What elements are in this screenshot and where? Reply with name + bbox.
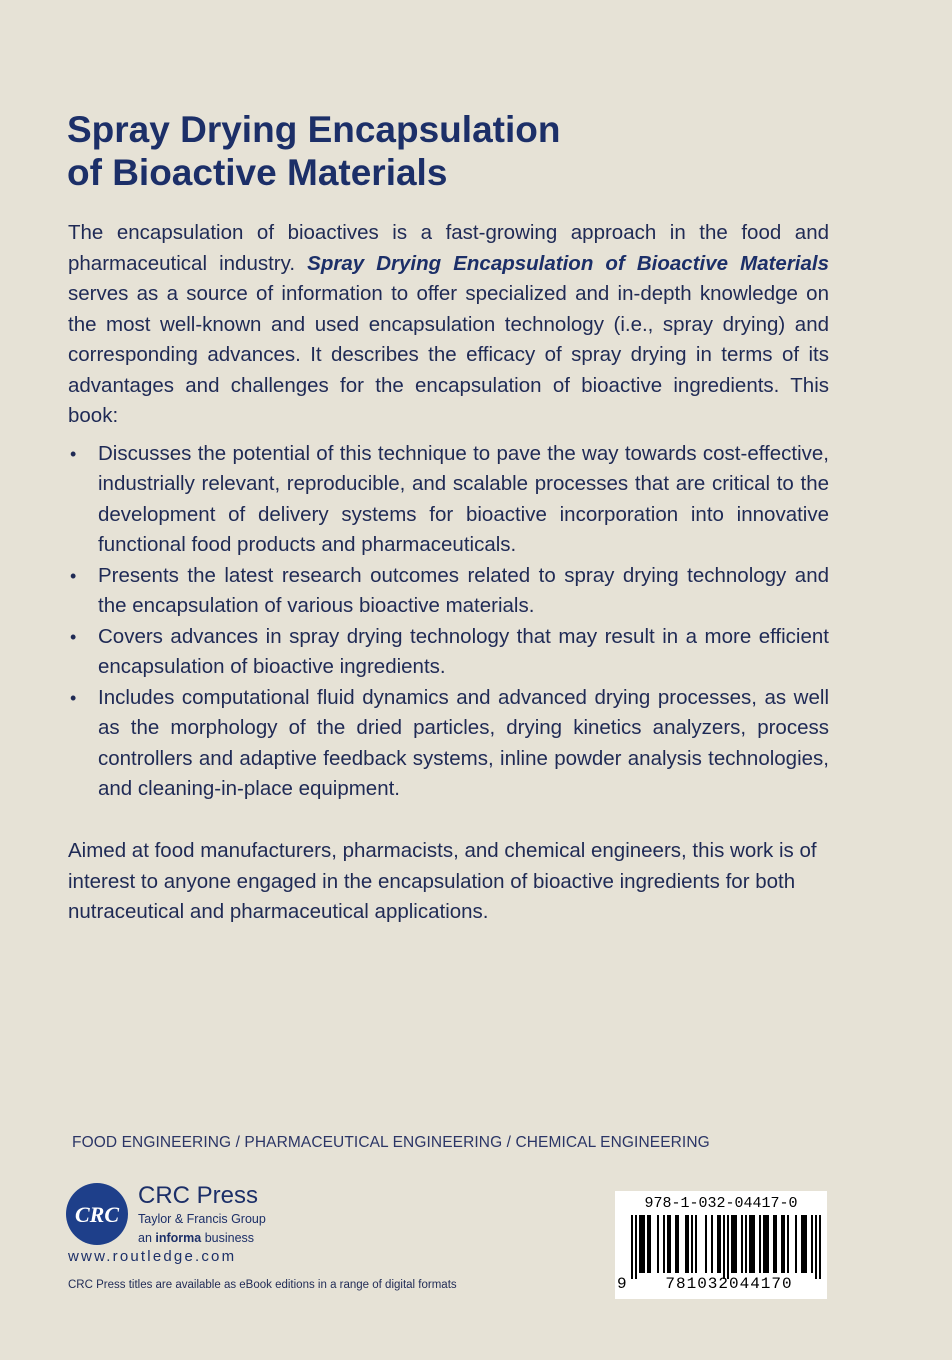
- barcode-bar: [685, 1215, 687, 1273]
- barcode-bar: [745, 1215, 747, 1273]
- isbn-barcode: [615, 1191, 827, 1299]
- barcode-bar: [803, 1215, 805, 1273]
- barcode-bar: [711, 1215, 713, 1273]
- barcode-bar: [819, 1215, 821, 1279]
- list-item-text: Covers advances in spray drying technology that may result in a more efficient encapsulation of bioactive ingredients.: [98, 624, 829, 678]
- publisher-name: CRC Press: [138, 1182, 259, 1209]
- barcode-bar: [753, 1215, 755, 1273]
- book-title: [67, 108, 827, 194]
- barcode-bar: [773, 1215, 775, 1273]
- barcode-bar: [675, 1215, 677, 1273]
- book-title-line-1: Spray Drying Encapsulation: [67, 109, 561, 150]
- barcode-bar: [763, 1215, 765, 1273]
- barcode-bar: [805, 1215, 807, 1273]
- barcode-bar: [801, 1215, 803, 1273]
- list-item-text: Includes computational fluid dynamics and advanced drying processes, as well as the morphology of the dried particles, drying kinetics analyzers, process controllers and adaptive feedback systems, inline powder analysis technologies, and cleaning-in-place equipment.: [98, 685, 829, 800]
- tagline-informa: informa: [155, 1231, 202, 1245]
- barcode-bar: [765, 1215, 767, 1273]
- publisher-group: Taylor & Francis Group: [138, 1212, 266, 1226]
- intro-text-end: serves as a source of information to offer specialized and in-depth knowledge on the most well-known and used encapsulation technology (i.e., spray drying) and corresponding advances. It describes the efficacy of spray drying in terms of its advantages and challenges for the encapsulation of bioactive ingredients. This book:: [68, 282, 829, 427]
- barcode-digits: 781032044170: [665, 1275, 793, 1293]
- barcode-bar: [649, 1215, 651, 1273]
- barcode-bar: [657, 1215, 659, 1273]
- barcode-bar: [749, 1215, 751, 1273]
- barcode-bar: [677, 1215, 679, 1273]
- barcode-bar: [641, 1215, 643, 1273]
- barcode-bar: [783, 1215, 785, 1273]
- bullet-icon: •: [70, 565, 77, 586]
- ebook-note: CRC Press titles are available as eBook editions in a range of digital formats: [68, 1279, 457, 1291]
- intro-text-start: The encapsulation of bioactives is a fast-growing approach in the food and pharmaceutical industry.: [68, 221, 829, 275]
- barcode-bar: [811, 1215, 813, 1273]
- barcode-bar: [669, 1215, 671, 1273]
- barcode-bar: [705, 1215, 707, 1273]
- barcode-bar: [635, 1215, 637, 1279]
- feature-list: [68, 439, 829, 805]
- barcode-bar: [691, 1215, 693, 1273]
- tagline-suffix: business: [201, 1231, 255, 1245]
- list-item: [68, 683, 829, 805]
- barcode-bar: [751, 1215, 753, 1273]
- barcode-bar: [667, 1215, 669, 1273]
- barcode-bars: [631, 1215, 821, 1279]
- barcode-bar: [719, 1215, 721, 1273]
- barcode-bar: [795, 1215, 797, 1273]
- tagline-prefix: an: [138, 1231, 156, 1245]
- barcode-bar: [631, 1215, 633, 1279]
- publisher-tagline: [138, 1231, 254, 1245]
- barcode-bar: [639, 1215, 641, 1273]
- list-item: [68, 561, 829, 622]
- list-item-text: Discusses the potential of this technique to pave the way towards cost-effective, industrially relevant, reproducible, and scalable processes that are critical to the development of delivery systems for bioactive incorporation into innovative functional food products and pharmaceuticals.: [98, 441, 829, 556]
- bullet-icon: •: [70, 443, 77, 464]
- list-item: [68, 439, 829, 561]
- barcode-bar: [787, 1215, 789, 1273]
- barcode-bar: [647, 1215, 649, 1273]
- isbn-number: 978-1-032-04417-0: [644, 1195, 798, 1212]
- barcode-bar: [717, 1215, 719, 1273]
- intro-paragraph: [68, 218, 829, 432]
- list-item-text: Presents the latest research outcomes related to spray drying technology and the encapsulation of various bioactive materials.: [98, 563, 829, 617]
- barcode-bar: [731, 1215, 733, 1273]
- barcode-bar: [687, 1215, 689, 1273]
- crc-press-logo: [66, 1183, 128, 1245]
- barcode-bar: [735, 1215, 737, 1273]
- description: [68, 218, 829, 805]
- closing-paragraph: Aimed at food manufacturers, pharmacists, and chemical engineers, this work is of interest to anyone engaged in the encapsulation of bioactive ingredients for both nutraceutical and pharmaceutical applications.: [68, 839, 817, 923]
- barcode-bar: [767, 1215, 769, 1273]
- barcode-bar: [663, 1215, 665, 1273]
- publisher-website: www.routledge.com: [68, 1248, 237, 1265]
- crc-logo-lettering: CRC: [74, 1202, 120, 1227]
- book-title-line-2: of Bioactive Materials: [67, 152, 448, 193]
- intro-book-title: Spray Drying Encapsulation of Bioactive Materials: [307, 251, 829, 275]
- barcode-bar: [775, 1215, 777, 1273]
- barcode-bar: [643, 1215, 645, 1273]
- barcode-bar: [759, 1215, 761, 1273]
- barcode-bar: [733, 1215, 735, 1273]
- barcode-bar: [695, 1215, 697, 1273]
- bullet-icon: •: [70, 626, 77, 647]
- list-item: [68, 622, 829, 683]
- barcode-bar: [781, 1215, 783, 1273]
- barcode-bar: [815, 1215, 817, 1279]
- barcode-lead-digit: 9: [617, 1275, 627, 1293]
- barcode-bar: [741, 1215, 743, 1273]
- bullet-icon: •: [70, 687, 77, 708]
- barcode-bar: [727, 1215, 729, 1279]
- barcode-bar: [723, 1215, 725, 1279]
- subject-categories: FOOD ENGINEERING / PHARMACEUTICAL ENGINEERING / CHEMICAL ENGINEERING: [72, 1134, 710, 1151]
